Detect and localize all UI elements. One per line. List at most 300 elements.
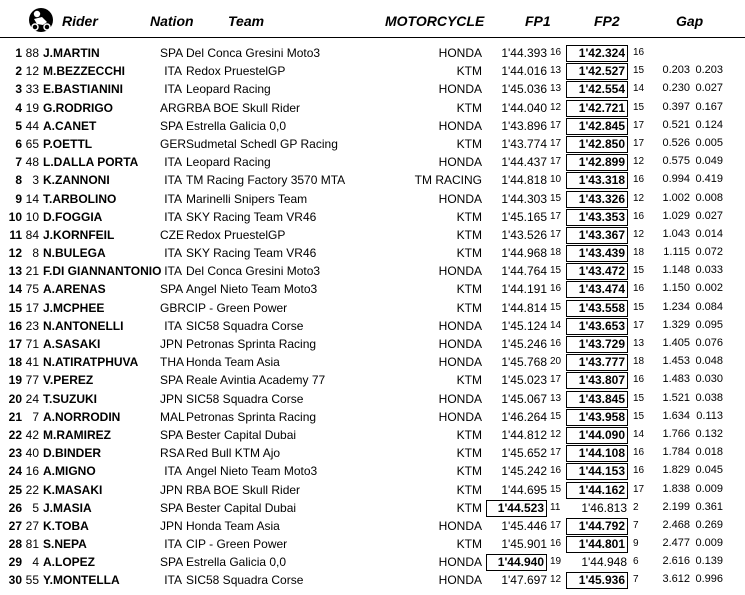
gap-to-previous: 0.027 [695, 82, 723, 95]
fp1-time: 1'45.446 [501, 518, 547, 533]
fp2-lap: 15 [633, 101, 645, 113]
fp1-lap: 17 [550, 210, 562, 222]
team-name: SIC58 Squadra Corse [186, 391, 304, 406]
rider-number: 14 [25, 191, 39, 206]
fp2-time: 1'44.108 [566, 445, 628, 462]
position: 6 [15, 136, 22, 151]
table-row-23 [0, 445, 745, 463]
table-row-9 [0, 191, 745, 209]
motorcycle-brand: KTM [456, 227, 482, 242]
fp1-time: 1'45.067 [501, 391, 547, 406]
nation-code: SPA [160, 500, 184, 515]
rider-number: 42 [25, 427, 39, 442]
motorcycle-brand: HONDA [438, 518, 482, 533]
fp2-time: 1'42.850 [566, 136, 628, 153]
rider-name: K.MASAKI [43, 482, 103, 497]
fp2-lap: 7 [633, 519, 639, 531]
rider-name: L.DALLA PORTA [43, 155, 139, 170]
fp1-time: 1'44.968 [501, 246, 547, 261]
position: 23 [8, 446, 22, 461]
fp2-lap: 9 [633, 538, 639, 550]
fp1-lap: 17 [550, 119, 562, 131]
motorcycle-brand: HONDA [438, 355, 482, 370]
fp1-lap: 15 [550, 192, 562, 204]
fp2-lap: 16 [633, 374, 645, 386]
position: 2 [15, 64, 22, 79]
results-table [0, 45, 745, 591]
motorcycle-brand: HONDA [438, 118, 482, 133]
table-row-11 [0, 227, 745, 245]
fp1-time: 1'45.901 [501, 537, 547, 552]
gap-to-first: 0.994 [662, 173, 690, 186]
nation-code: RSA [160, 446, 185, 461]
nation-code: SPA [160, 373, 184, 388]
motorcycle-brand: HONDA [438, 573, 482, 588]
team-name: Sudmetal Schedl GP Racing [186, 136, 338, 151]
position: 17 [8, 337, 22, 351]
fp1-lap: 18 [550, 247, 562, 259]
table-row-13 [0, 263, 745, 281]
table-row-30 [0, 572, 745, 590]
rider-number: 88 [25, 46, 39, 60]
nation-code: ITA [164, 82, 182, 97]
nation-code: ITA [164, 173, 182, 188]
rider-number: 40 [25, 446, 39, 461]
table-row-4 [0, 100, 745, 118]
header-team: Team [228, 13, 265, 29]
rider-name: F.DI GIANNANTONIO [43, 264, 162, 279]
nation-code: ITA [164, 264, 182, 279]
gap-to-first: 1.115 [663, 246, 690, 259]
fp1-time: 1'46.264 [501, 409, 547, 424]
fp2-time: 1'43.353 [566, 209, 628, 226]
rider-name: A.LOPEZ [43, 555, 96, 570]
gap-to-previous: 0.033 [695, 264, 723, 277]
fp2-lap: 15 [633, 392, 645, 404]
nation-code: ITA [164, 246, 182, 261]
motorcycle-brand: KTM [456, 446, 482, 461]
gap-to-first: 0.230 [662, 82, 690, 95]
fp2-lap: 16 [633, 47, 645, 58]
team-name: Leopard Racing [186, 155, 271, 170]
rider-number: 33 [25, 82, 39, 97]
position: 28 [8, 537, 22, 552]
gap-to-first: 2.199 [662, 500, 690, 513]
gap-to-previous: 0.269 [695, 518, 723, 531]
table-row-25 [0, 482, 745, 500]
fp2-time: 1'43.367 [566, 227, 628, 244]
fp1-time: 1'44.764 [501, 264, 547, 279]
rider-name: A.CANET [43, 118, 97, 133]
rider-number: 19 [25, 100, 39, 115]
rider-number: 4 [32, 555, 39, 570]
fp1-time: 1'44.523 [486, 500, 547, 517]
fp2-lap: 13 [633, 338, 645, 349]
gap-to-previous: 0.361 [695, 500, 723, 513]
fp2-time: 1'43.729 [566, 336, 628, 353]
gap-to-first: 1.329 [662, 318, 690, 331]
nation-code: SPA [160, 427, 184, 442]
table-row-19 [0, 372, 745, 390]
fp2-time: 1'42.527 [566, 63, 628, 80]
position: 25 [8, 482, 22, 497]
gap-to-first: 2.468 [662, 518, 690, 531]
rider-name: A.NORRODIN [43, 409, 121, 424]
motorcycle-brand: HONDA [438, 82, 482, 97]
gap-to-first: 1.521 [662, 391, 690, 404]
fp2-lap: 14 [633, 83, 645, 95]
gap-to-previous: 0.203 [695, 64, 723, 77]
gap-to-previous: 0.009 [695, 482, 723, 495]
gap-to-first: 2.616 [662, 555, 690, 568]
gap-to-previous: 0.014 [695, 227, 723, 240]
table-row-17 [0, 336, 745, 354]
fp1-lap: 12 [550, 428, 562, 440]
fp2-time: 1'43.439 [566, 245, 628, 262]
rider-name: N.BULEGA [43, 246, 106, 261]
nation-code: GER [160, 136, 187, 151]
fp2-time: 1'44.162 [566, 482, 628, 499]
fp1-time: 1'44.191 [501, 282, 547, 297]
rider-name: J.MASIA [43, 500, 92, 515]
position: 10 [8, 209, 22, 224]
team-name: Bester Capital Dubai [186, 500, 297, 515]
gap-to-first: 1.150 [662, 282, 690, 295]
gap-to-first: 0.575 [662, 155, 690, 168]
team-name: Angel Nieto Team Moto3 [186, 282, 318, 297]
rider-name: Y.MONTELLA [43, 573, 120, 588]
position: 27 [8, 518, 22, 533]
nation-code: ITA [164, 64, 182, 79]
table-row-12 [0, 245, 745, 263]
position: 9 [15, 191, 22, 206]
fp1-time: 1'44.814 [501, 300, 547, 315]
team-name: Red Bull KTM Ajo [186, 446, 281, 461]
nation-code: JPN [160, 391, 183, 406]
fp2-lap: 18 [633, 356, 645, 368]
fp1-time: 1'43.526 [501, 227, 547, 242]
fp2-time: 1'44.153 [566, 463, 628, 480]
rider-number: 77 [25, 373, 39, 388]
position: 13 [8, 264, 22, 279]
position: 24 [8, 464, 22, 479]
fp2-time: 1'43.777 [566, 354, 628, 371]
table-row-16 [0, 318, 745, 336]
fp1-lap: 14 [550, 319, 562, 331]
fp1-time: 1'45.242 [501, 464, 547, 479]
gap-to-first: 1.483 [662, 373, 690, 386]
gap-to-previous: 0.048 [695, 355, 723, 368]
fp1-lap: 17 [550, 228, 562, 240]
gap-to-previous: 0.076 [695, 337, 723, 349]
fp1-time: 1'44.940 [486, 554, 547, 571]
position: 21 [8, 409, 22, 424]
table-row-1 [0, 45, 745, 63]
nation-code: SPA [160, 555, 184, 570]
header-nation: Nation [150, 13, 194, 29]
rider-number: 22 [25, 482, 39, 497]
table-row-10 [0, 209, 745, 227]
fp2-lap: 16 [633, 210, 645, 222]
motorcycle-brand: KTM [456, 482, 482, 497]
fp2-lap: 7 [633, 574, 639, 586]
motorcycle-brand: HONDA [438, 191, 482, 206]
gap-to-first: 1.148 [662, 264, 690, 277]
gap-to-first: 0.526 [662, 136, 690, 149]
position: 12 [8, 246, 22, 261]
fp1-lap: 17 [550, 447, 562, 459]
table-row-20 [0, 391, 745, 409]
motorcycle-brand: KTM [456, 100, 482, 115]
fp2-time: 1'42.554 [566, 81, 628, 98]
fp2-lap: 2 [633, 501, 639, 513]
motorcycle-brand: HONDA [438, 337, 482, 351]
position: 11 [9, 227, 22, 242]
team-name: Bester Capital Dubai [186, 427, 297, 442]
motorcycle-rider-icon [28, 6, 54, 34]
fp1-lap: 13 [550, 65, 562, 77]
nation-code: JPN [160, 518, 183, 533]
rider-name: T.ARBOLINO [43, 191, 117, 206]
table-row-5 [0, 118, 745, 136]
rider-number: 8 [32, 246, 39, 261]
fp1-lap: 16 [550, 538, 562, 550]
team-name: Honda Team Asia [186, 355, 280, 370]
fp2-time: 1'45.936 [566, 572, 628, 589]
header-motorcycle: MOTORCYCLE [385, 13, 485, 29]
rider-name: J.KORNFEIL [43, 227, 115, 242]
fp2-time: 1'43.474 [566, 281, 628, 298]
rider-number: 71 [25, 337, 39, 351]
position: 29 [8, 555, 22, 570]
nation-code: MAL [160, 409, 185, 424]
team-name: Redox PruestelGP [186, 227, 286, 242]
fp2-time: 1'43.845 [566, 391, 628, 408]
fp2-time: 1'43.558 [566, 300, 628, 317]
team-name: Petronas Sprinta Racing [186, 409, 317, 424]
rider-number: 81 [25, 537, 39, 552]
gap-to-first: 1.002 [662, 191, 690, 204]
motorcycle-brand: HONDA [438, 391, 482, 406]
header-rider: Rider [62, 13, 98, 29]
rider-name: J.MCPHEE [43, 300, 105, 315]
rider-name: A.SASAKI [43, 337, 101, 351]
motorcycle-brand: KTM [456, 427, 482, 442]
fp2-lap: 16 [633, 174, 645, 186]
fp1-lap: 10 [550, 174, 562, 186]
rider-number: 10 [25, 209, 39, 224]
rider-number: 16 [25, 464, 39, 479]
gap-to-first: 1.634 [662, 409, 690, 422]
rider-number: 24 [25, 391, 39, 406]
gap-to-first: 0.397 [662, 100, 690, 113]
table-row-29 [0, 554, 745, 572]
gap-to-previous: 0.027 [695, 209, 723, 222]
table-row-22 [0, 427, 745, 445]
fp1-time: 1'44.818 [501, 173, 547, 188]
table-header [0, 0, 745, 38]
nation-code: THA [160, 355, 184, 370]
gap-to-previous: 0.018 [695, 446, 723, 459]
rider-name: A.MIGNO [43, 464, 96, 479]
rider-number: 7 [32, 409, 39, 424]
team-name: Honda Team Asia [186, 518, 280, 533]
gap-to-first: 1.453 [662, 355, 690, 368]
fp1-lap: 16 [550, 283, 562, 295]
fp2-time: 1'42.899 [566, 154, 628, 171]
position: 8 [15, 173, 22, 188]
table-row-6 [0, 136, 745, 154]
fp2-lap: 17 [633, 319, 645, 331]
motorcycle-brand: HONDA [438, 264, 482, 279]
fp1-time: 1'44.303 [501, 191, 547, 206]
team-name: Reale Avintia Academy 77 [186, 373, 326, 388]
nation-code: ITA [164, 155, 182, 170]
table-row-21 [0, 409, 745, 427]
team-name: RBA BOE Skull Rider [186, 100, 301, 115]
position: 22 [8, 427, 22, 442]
fp1-lap: 17 [550, 374, 562, 386]
motorcycle-brand: KTM [456, 64, 482, 79]
fp1-lap: 15 [550, 265, 562, 277]
gap-to-first: 1.838 [662, 482, 690, 495]
fp2-lap: 16 [633, 465, 645, 477]
fp1-lap: 16 [550, 338, 562, 349]
nation-code: CZE [160, 227, 184, 242]
rider-number: 75 [25, 282, 39, 297]
fp1-time: 1'44.393 [501, 46, 547, 60]
position: 4 [15, 100, 22, 115]
nation-code: ITA [164, 318, 182, 333]
team-name: SKY Racing Team VR46 [186, 209, 317, 224]
nation-code: ITA [164, 464, 182, 479]
fp2-time: 1'43.472 [566, 263, 628, 280]
gap-to-first: 1.234 [662, 300, 690, 313]
fp1-time: 1'44.812 [501, 427, 547, 442]
fp1-lap: 17 [550, 137, 562, 149]
rider-number: 48 [25, 155, 39, 170]
fp1-lap: 13 [550, 83, 562, 95]
gap-to-previous: 0.084 [695, 300, 723, 313]
fp2-lap: 18 [633, 247, 645, 259]
motorcycle-brand: HONDA [438, 318, 482, 333]
rider-number: 17 [25, 300, 39, 315]
rider-name: D.FOGGIA [43, 209, 103, 224]
table-row-2 [0, 63, 745, 81]
position: 5 [15, 118, 22, 133]
team-name: Estrella Galicia 0,0 [186, 555, 287, 570]
gap-to-previous: 0.124 [695, 118, 723, 131]
gap-to-previous: 0.038 [695, 391, 723, 404]
motorcycle-brand: HONDA [438, 409, 482, 424]
header-fp2: FP2 [594, 13, 620, 29]
rider-name: A.ARENAS [43, 282, 106, 297]
table-row-15 [0, 300, 745, 318]
team-name: SIC58 Squadra Corse [186, 318, 304, 333]
fp2-lap: 15 [633, 265, 645, 277]
fp2-time: 1'43.326 [566, 191, 628, 208]
motorcycle-brand: KTM [456, 246, 482, 261]
gap-to-first: 1.829 [662, 464, 690, 477]
rider-name: M.RAMIREZ [43, 427, 111, 442]
team-name: Leopard Racing [186, 82, 271, 97]
rider-name: K.TOBA [43, 518, 89, 533]
nation-code: ARG [160, 100, 187, 115]
header-divider [0, 37, 745, 38]
gap-to-previous: 0.008 [695, 191, 723, 204]
nation-code: JPN [160, 482, 183, 497]
table-row-3 [0, 81, 745, 99]
team-name: Estrella Galicia 0,0 [186, 118, 287, 133]
fp1-lap: 17 [550, 156, 562, 168]
nation-code: JPN [160, 337, 183, 351]
fp1-time: 1'44.040 [501, 100, 547, 115]
gap-to-previous: 0.045 [695, 464, 723, 477]
rider-number: 21 [25, 264, 39, 279]
table-row-7 [0, 154, 745, 172]
gap-to-previous: 0.030 [695, 373, 723, 386]
gap-to-previous: 0.009 [695, 537, 723, 550]
motorcycle-brand: KTM [456, 464, 482, 479]
fp2-time: 1'43.958 [566, 409, 628, 426]
motorcycle-brand: KTM [456, 282, 482, 297]
table-row-27 [0, 518, 745, 536]
fp1-lap: 16 [550, 465, 562, 477]
team-name: Angel Nieto Team Moto3 [186, 464, 318, 479]
fp2-time: 1'42.721 [566, 100, 628, 117]
fp2-time: 1'43.807 [566, 372, 628, 389]
gap-to-first: 1.029 [662, 209, 690, 222]
fp2-lap: 12 [633, 192, 645, 204]
rider-name: E.BASTIANINI [43, 82, 124, 97]
fp2-lap: 17 [633, 483, 645, 495]
fp1-lap: 12 [550, 574, 562, 586]
fp1-time: 1'44.437 [501, 155, 547, 170]
team-name: Del Conca Gresini Moto3 [186, 264, 321, 279]
position: 20 [8, 391, 22, 406]
position: 16 [8, 318, 22, 333]
rider-number: 55 [25, 573, 39, 588]
team-name: RBA BOE Skull Rider [186, 482, 301, 497]
gap-to-previous: 0.132 [695, 427, 723, 440]
rider-number: 65 [25, 136, 39, 151]
rider-name: N.ATIRATPHUVA [43, 355, 139, 370]
gap-to-previous: 0.996 [695, 573, 723, 586]
fp2-time: 1'42.845 [566, 118, 628, 135]
fp1-time: 1'47.697 [501, 573, 547, 588]
position: 30 [8, 573, 22, 588]
nation-code: ITA [164, 209, 182, 224]
fp1-time: 1'45.124 [501, 318, 547, 333]
motorcycle-brand: KTM [456, 373, 482, 388]
team-name: CIP - Green Power [186, 300, 288, 315]
nation-code: ITA [164, 537, 182, 552]
fp1-time: 1'45.652 [501, 446, 547, 461]
fp2-time: 1'44.090 [566, 427, 628, 444]
nation-code: SPA [160, 282, 184, 297]
gap-to-previous: 0.419 [695, 173, 723, 186]
motorcycle-brand: KTM [456, 136, 482, 151]
gap-to-first: 0.521 [662, 118, 690, 131]
position: 3 [15, 82, 22, 97]
fp2-lap: 12 [633, 156, 645, 168]
fp2-lap: 14 [633, 428, 645, 440]
nation-code: SPA [160, 46, 184, 60]
motorcycle-brand: HONDA [438, 46, 482, 60]
fp1-time: 1'43.896 [501, 118, 547, 133]
fp2-lap: 6 [633, 556, 639, 568]
fp2-time: 1'46.813 [581, 500, 627, 515]
